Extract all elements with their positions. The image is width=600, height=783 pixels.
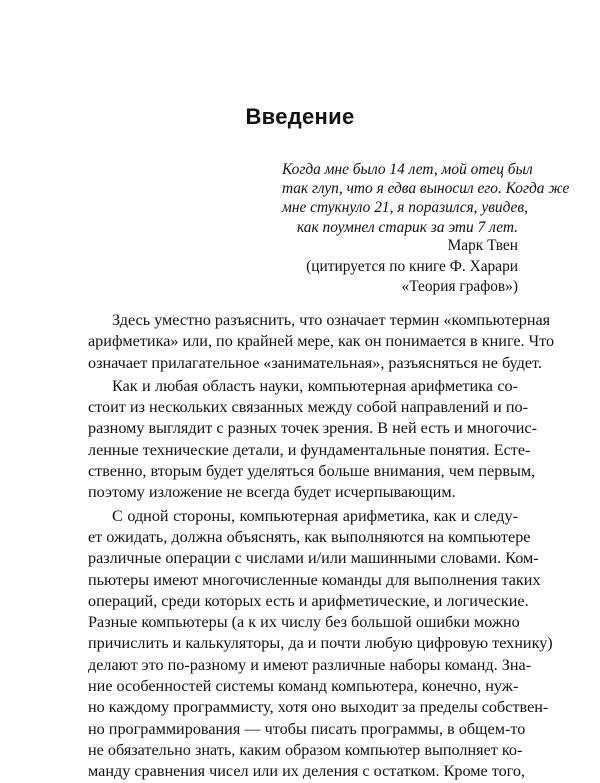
- text-line: арифметика» или, по крайней мере, как он понимается в книге. Что: [88, 332, 555, 351]
- text-line: ние особенностей системы команд компьютера, конечно, нуж-: [88, 677, 519, 696]
- attribution-author: Марк Твен: [447, 237, 518, 254]
- paragraph-1: [88, 310, 555, 374]
- text-line: не обязательно знать, каким образом компьютер выполняет ко-: [88, 740, 523, 759]
- text-line: но каждому программисту, хотя оно выходит за пределы собствен-: [88, 698, 549, 717]
- text-line: ственно, вторым будет уделяться больше внимания, чем первым,: [88, 462, 536, 481]
- text-line: Разные компьютеры (а к их числу без большой ошибки можно: [88, 613, 520, 632]
- attribution-source: «Теория графов»): [401, 278, 518, 295]
- text-line: Здесь уместно разъяснить, что означает термин «компьютерная: [112, 311, 551, 329]
- paragraph-2: [88, 376, 537, 504]
- text-line: операций, среди которых есть и арифметические, и логические.: [88, 591, 529, 610]
- text-line: С одной стороны, компьютерная арифметика, как и следу-: [112, 506, 518, 525]
- text-line: манду сравнения чисел или их деления с остатком. Кроме того,: [88, 762, 526, 781]
- text-line: означает прилагательное «занимательная», разъясняться не будет.: [88, 353, 542, 372]
- body-text: [88, 310, 555, 783]
- epigraph-quote: [282, 160, 570, 237]
- text-line: но программирования — чтобы писать программы, в общем-то: [88, 719, 526, 738]
- text-line: делают это по-разному и имеют различные наборы команд. Зна-: [88, 655, 532, 674]
- epigraph-attribution: [218, 236, 518, 298]
- epigraph-line: так глуп, что я едва выносил его. Когда же: [282, 180, 570, 198]
- chapter-title: Введение: [245, 104, 355, 129]
- epigraph-line: Когда мне было 14 лет, мой отец был: [282, 161, 533, 178]
- text-line: стоит из нескольких связанных между собой направлений и по-: [88, 398, 528, 417]
- text-line: Как и любая область науки, компьютерная арифметика со-: [112, 376, 518, 395]
- text-line: причислить и калькуляторы, да и почти любую цифровую технику): [88, 634, 553, 653]
- text-line: разному выглядит с разных точек зрения. В ней есть и многочис-: [88, 419, 537, 438]
- text-line: поэтому изложение не всегда будет исчерпывающим.: [88, 483, 456, 502]
- epigraph-line: мне стукнуло 21, я поразился, увидев,: [282, 199, 528, 217]
- text-line: пьютеры имеют многочисленные команды для выполнения таких: [88, 570, 541, 589]
- attribution-source: (цитируется по книге Ф. Харари: [306, 257, 518, 275]
- text-line: ленные технические детали, и фундаментальные понятия. Есте-: [88, 440, 531, 459]
- epigraph-line: как поумнел старик за эти 7 лет.: [296, 218, 518, 236]
- text-line: различные операции с числами и/или машинными словами. Ком-: [88, 549, 539, 568]
- text-line: ет ожидать, должна объяснять, как выполняются на компьютере: [88, 527, 531, 546]
- paragraph-3: [88, 506, 553, 783]
